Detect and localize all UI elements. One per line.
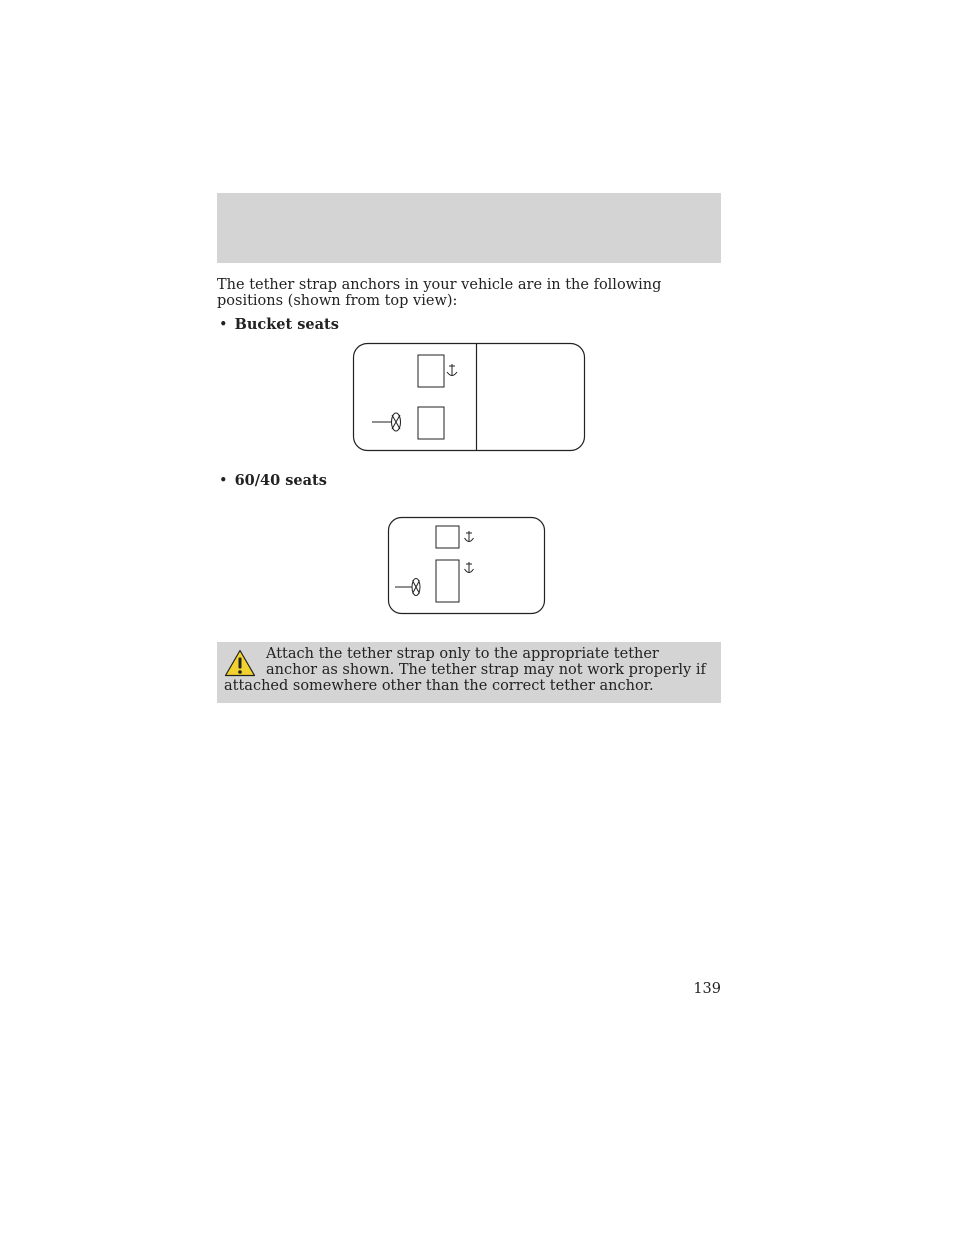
vehicle-outline	[389, 518, 545, 614]
vehicle-outline	[354, 344, 585, 451]
sixty-forty-seats-bullet	[219, 473, 327, 489]
bullet-dot: •	[219, 317, 228, 333]
bucket-seats-label: Bucket seats	[234, 316, 339, 333]
rear-seat	[418, 355, 444, 387]
warning-box	[217, 642, 721, 703]
rear-seat-40	[436, 526, 459, 548]
bucket-seats-diagram	[352, 342, 586, 452]
header-band	[217, 193, 721, 263]
intro-paragraph: The tether strap anchors in your vehicle are in the following positions (shown from top view):	[217, 277, 662, 309]
warning-text: Attach the tether strap only to the appropriate tether anchor as shown. The tether strap may not work properly if attached somewhere other than the correct tether anchor.	[224, 646, 706, 694]
front-seat	[418, 407, 444, 439]
sixty-forty-seats-diagram	[387, 516, 546, 616]
page-number: 139	[693, 981, 721, 997]
rear-seat-60	[436, 560, 459, 602]
bucket-seats-bullet	[219, 317, 339, 333]
sixty-forty-seats-label: 60/40 seats	[234, 472, 327, 489]
bullet-dot: •	[219, 473, 228, 489]
